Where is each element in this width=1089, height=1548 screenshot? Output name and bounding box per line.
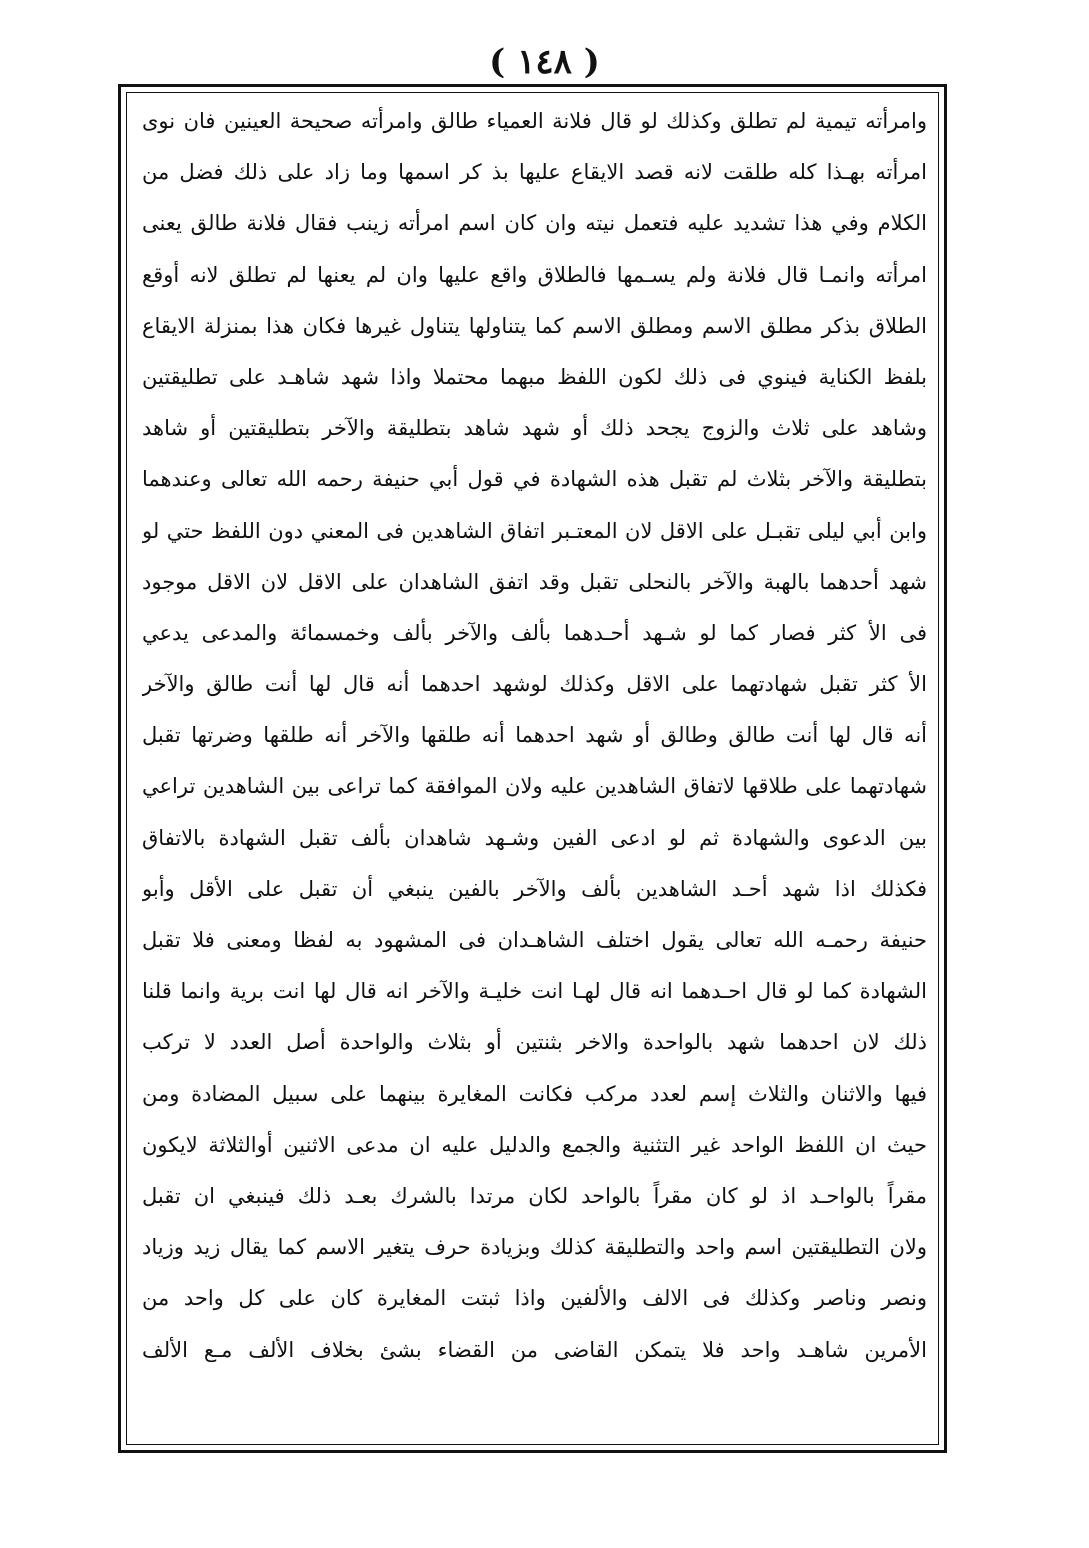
text-line: الشهادة كما لو قال احـدهما انه قال لهـا انت خليـة والآخر انه قال لها انت برية وانما قلنا: [142, 979, 927, 1004]
text-line: بين الدعوى والشهادة ثم لو ادعى الفين وشـهد شاهدان بألف تقبل الشهادة بالاتفاق: [142, 825, 927, 850]
text-line: الكلام وفي هذا تشديد عليه فتعمل نيته وان كان اسم امرأته زينب فقال فلانة طالق يعنى: [142, 211, 927, 236]
text-line: ذلك لان احدهما شهد بالواحدة والاخر بثنتين أو بثلاث والواحدة أصل العدد لا تركب: [142, 1030, 927, 1055]
text-line: فكذلك اذا شهد أحـد الشاهدين بألف والآخر بالفين ينبغي أن تقبل على الأقل وأبو: [142, 876, 927, 901]
text-body: [142, 96, 927, 1376]
text-line: فى الأ كثر فصار كما لو شـهد أحـدهما بألف والآخر بألف وخمسمائة والمدعى يدعي: [142, 620, 927, 645]
page-number: ( ١٤٨ ): [489, 42, 600, 82]
text-line: بلفظ الكناية فينوي فى ذلك لكون اللفظ مبهما محتملا واذا شهد شاهـد على تطليقتين: [142, 364, 927, 389]
text-line: شهادتهما على طلاقها لاتفاق الشاهدين عليه ولان الموافقة كما تراعى بين الشاهدين تراعي: [142, 774, 927, 799]
text-line: شهد أحدهما بالهبة والآخر بالنحلى تقبل وقد اتفق الشاهدان على الاقل لان الاقل موجود: [142, 569, 927, 594]
text-line: وشاهد على ثلاث والزوج يجحد ذلك أو شهد شاهد بتطليقة والآخر بتطليقتين أو شاهد: [142, 416, 927, 441]
text-line: حيث ان اللفظ الواحد غير التثنية والجمع والدليل عليه ان مدعى الاثنين أوالثلاثة لايكون: [142, 1132, 927, 1157]
text-line: وابن أبي ليلى تقبـل على الاقل لان المعتـبر اتفاق الشاهدين فى المعني دون اللفظ حتي لو: [142, 518, 927, 543]
text-line: الأمرين شاهـد واحد فلا يتمكن القاضى من القضاء بشئ بخلاف الألف مـع الألف: [142, 1337, 927, 1362]
text-line: مقراً بالواحـد اذ لو كان مقراً بالواحد لكان مرتدا بالشرك بعـد ذلك فينبغي ان تقبل: [142, 1183, 927, 1208]
text-line: ونصر وناصر وكذلك فى الالف والألفين واذا ثبتت المغايرة كان على كل واحد من: [142, 1286, 927, 1311]
text-line: الأ كثر تقبل شهادتهما على الاقل وكذلك لوشهد احدهما أنه قال لها أنت طالق والآخر: [142, 672, 927, 697]
text-line: فيها والاثنان والثلاث إسم لعدد مركب فكانت المغايرة بينهما على سبيل المضادة ومن: [142, 1081, 927, 1106]
text-line: امرأته بهـذا كله طلقت لانه قصد الايقاع عليها بذ كر اسمها وما زاد على ذلك فضل من: [142, 160, 927, 185]
text-line: امرأته وانمـا قال فلانة ولم يسـمها فالطلاق واقع عليها وان لم يعنها لم تطلق لانه أوقع: [142, 262, 927, 287]
text-line: بتطليقة والآخر بثلاث لم تقبل هذه الشهادة في قول أبي حنيفة رحمه الله تعالى وعندهما: [142, 467, 927, 492]
text-line: ولان التطليقتين اسم واحد والتطليقة كذلك وبزيادة حرف يتغير الاسم كما يقال زيد وزياد: [142, 1235, 927, 1260]
text-line: أنه قال لها أنت طالق وطالق أو شهد احدهما أنه طلقها والآخر أنه طلقها وضرتها تقبل: [142, 723, 927, 748]
text-line: وامرأته تيمية لم تطلق وكذلك لو قال فلانة العمياء طالق وامرأته صحيحة العينين فان نوى: [142, 109, 927, 133]
text-line: حنيفة رحمـه الله تعالى يقول اختلف الشاهـدان فى المشهود به لفظا ومعنى فلا تقبل: [142, 928, 927, 952]
text-line: الطلاق بذكر مطلق الاسم ومطلق الاسم كما يتناولها يتناول غيرها فكان هذا بمنزلة الايقاع: [142, 313, 927, 338]
